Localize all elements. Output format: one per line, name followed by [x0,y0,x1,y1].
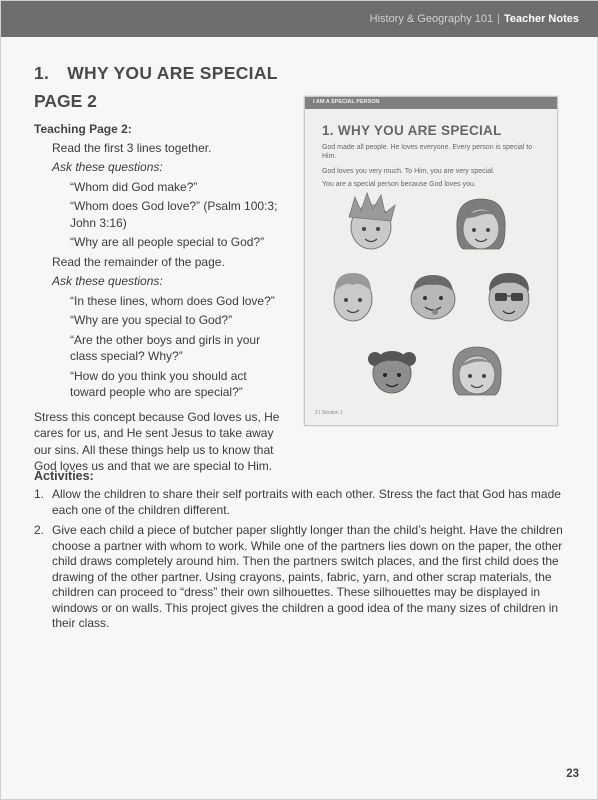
stress-paragraph: Stress this concept because God loves us, He cares for us, and He sent Jesus to take away our sins. All these things help us to know that God loves us and that we are special to Him. [34,409,280,473]
header-separator: | [497,13,500,25]
activity-item [34,523,569,632]
activity-text: Allow the children to share their self portraits with each other. Stress the fact that God has made each one of the children different. [52,487,561,517]
question-item: “Whom does God love?” (Psalm 100:3; John 3:16) [70,199,278,230]
section-title: Teacher Notes [504,13,579,25]
read-rest-instruction: Read the remainder of the page. [52,254,225,269]
activity-number: 1. [34,487,45,501]
thumbnail-title: 1. WHY YOU ARE SPECIAL [322,123,502,138]
question-item: “How do you think you should act toward people who are special?” [70,368,247,399]
activity-text: Give each child a piece of butcher paper slightly longer than the child’s height. Have the children choose a partner with whom to work. While one of the partners lies down on the paper, the other child draws completely around him. Then the partners switch places, and the first child does the drawing of the other partner. Using crayons, paints, fabric, yarn, and other scrap materials, the children can proceed to “dress” their own silhouettes. These silhouettes may be displayed in windows or on walls. This project gives the children a good idea of the many sizes of children in their class. [52,523,563,630]
question-item: “Whom did God make?” [70,179,198,194]
page-number: 23 [566,768,579,780]
face-girl-long-hair [453,347,501,395]
face-girl-puffs [368,351,416,393]
face-boy-spiky [349,193,395,249]
thumbnail-text-line: God made all people. He loves everyone. Every person is special to Him. [322,144,533,160]
lesson-number: 1. [34,63,50,83]
header-bar [1,1,598,37]
children-faces-illustration [305,187,558,407]
activity-number: 2. [34,523,45,537]
lesson-title-text: WHY YOU ARE SPECIAL [67,63,278,83]
teaching-heading: Teaching Page 2: [34,122,132,136]
thumbnail-text-line: God loves you very much. To Him, you are very special. [322,168,495,175]
ask-questions-label: Ask these questions: [52,160,163,174]
ask-questions-label: Ask these questions: [52,274,163,288]
face-boy-sunglasses [489,273,529,321]
face-girl-bangs [457,199,505,249]
lesson-title [34,63,278,84]
activities-heading: Activities: [34,469,94,483]
activity-item [34,487,569,518]
read-first-instruction: Read the first 3 lines together. [52,140,212,155]
question-item: “Are the other boys and girls in your class special? Why?” [70,332,261,363]
face-boy-tongue [411,275,455,319]
page-label: PAGE 2 [34,91,97,111]
thumbnail-bar-label: I AM A SPECIAL PERSON [313,99,380,105]
header-text [370,13,579,25]
teaching-notes [34,121,286,475]
thumbnail-text-line: You are a special person because God loves you. [322,181,476,188]
question-item: “Why are all people special to God?” [70,235,265,249]
question-item: “Why are you special to God?” [70,313,233,327]
question-item: “In these lines, whom does God love?” [70,293,275,308]
student-page-thumbnail [304,96,558,426]
face-boy-short-hair [334,273,372,321]
thumbnail-header-bar [305,97,557,109]
course-title: History & Geography 101 [369,13,494,25]
thumbnail-footer: 2 | Section 1 [315,410,343,416]
